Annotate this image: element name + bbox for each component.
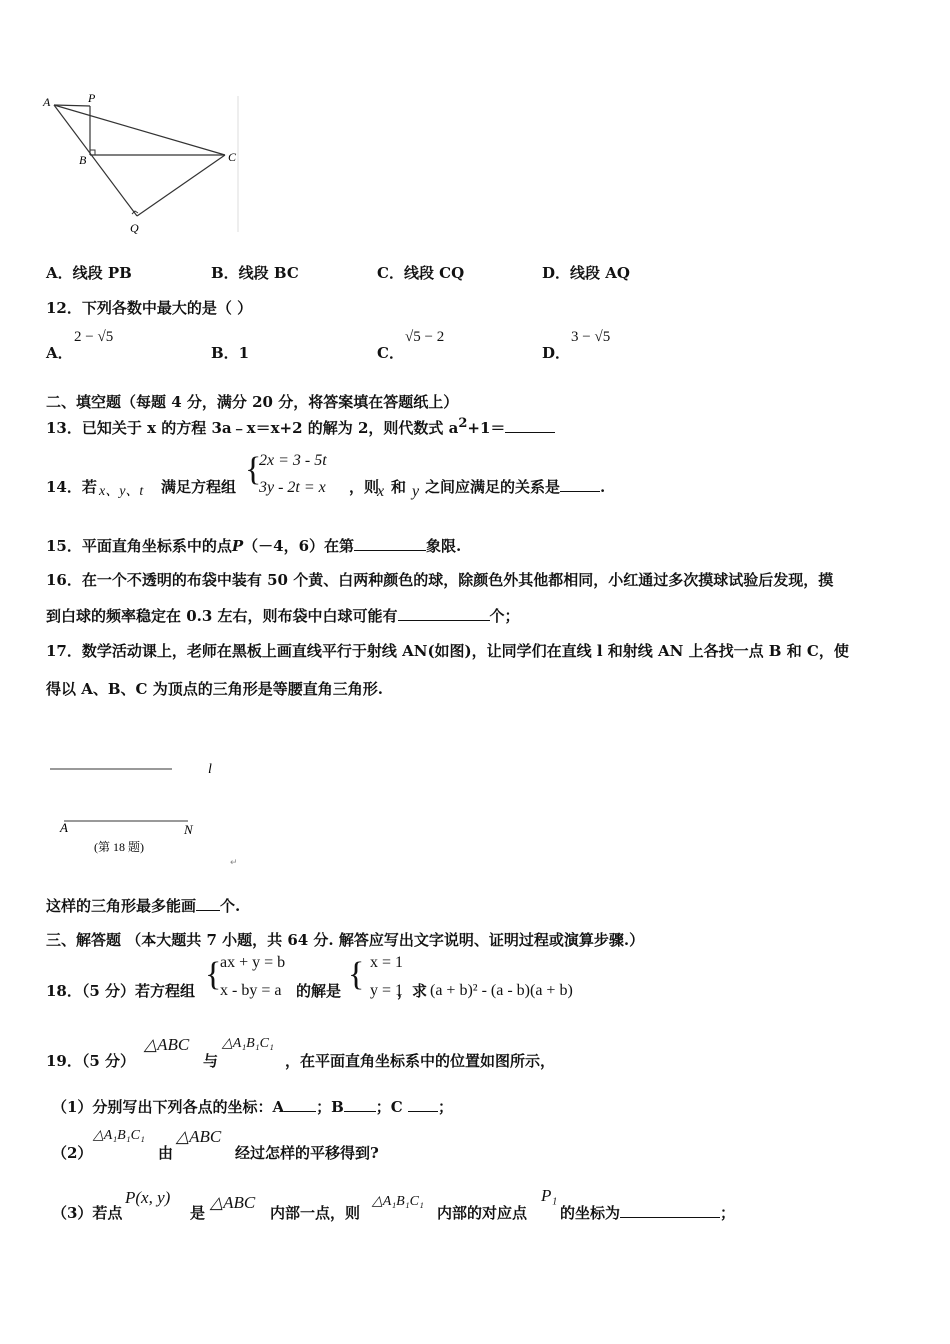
section-3-heading: 三、解答题 （本大题共 7 小题，共 64 分. 解答应写出文字说明、证明过程或演算步骤.） (46, 931, 645, 949)
q19-part3-tail-text: 的坐标为 (560, 1204, 621, 1222)
label-p: P (88, 92, 96, 105)
q19-triangle-abc: △ABC (144, 1035, 190, 1054)
q17-line2: 得以 A、B、C 为顶点的三角形是等腰直角三角形. (46, 680, 383, 698)
q19-part2-from: 由 (158, 1144, 174, 1162)
q16-line1: 16．在一个不透明的布袋中装有 50 个黄、白两种颜色的球，除颜色外其他都相同，小红通过多次摸球试验后发现，摸 (46, 571, 834, 589)
q19-lead: 19．（5 分） (46, 1052, 136, 1070)
q19-part3-lead: （3）若点 (52, 1204, 123, 1222)
q18-eq2: x - by = a (220, 982, 282, 999)
q14-tail: 之间应满足的关系是 . (425, 478, 606, 496)
q14-y: y (412, 483, 420, 500)
label-b: B (79, 153, 87, 167)
q12-option-c-label: C． (377, 344, 404, 362)
q11-option-a: A．线段 PB (46, 264, 132, 282)
q16-answer-blank[interactable] (398, 606, 490, 621)
segment-ap (54, 105, 90, 106)
figure-caption: (第 18 题) (94, 840, 144, 854)
q14-mid: 满足方程组 (161, 478, 237, 496)
q19-part3-answer-blank[interactable] (620, 1203, 720, 1218)
segment-aq (54, 105, 137, 216)
q12-option-c-expr: √5 − 2 (405, 329, 445, 345)
q14-and: 和 (391, 478, 407, 496)
q18-sol1: x = 1 (370, 954, 404, 971)
q11-option-b: B．线段 BC (211, 264, 299, 282)
q19-part3-mid2: 内部的对应点 (437, 1204, 528, 1222)
q12-option-d-label: D． (542, 344, 571, 362)
q19-part3-end: ； (720, 1204, 736, 1222)
q19-triangle-a1b1c1: △A₁B₁C₁ (222, 1036, 274, 1051)
q19-blank-c[interactable] (408, 1097, 438, 1112)
q12-option-a-expr: 2 − √5 (74, 329, 114, 345)
q19-part1-end: ； (437, 1098, 453, 1116)
q16-line2-post: 个； (489, 607, 520, 625)
q12-stem: 12．下列各数中最大的是（ ） (46, 299, 253, 317)
q15-coords: （－4，6）在第 (243, 537, 355, 555)
q18-brace: { (205, 956, 222, 993)
q19-blank-a[interactable] (284, 1097, 316, 1112)
question-13 (46, 416, 555, 438)
q14-answer-blank[interactable] (560, 477, 600, 492)
q19-part2-tail: 经过怎样的平移得到? (235, 1144, 379, 1162)
q19-and: 与 (203, 1052, 219, 1070)
q14-eq1: 2x = 3 - 5t (259, 452, 327, 469)
q19-blank-b[interactable] (344, 1097, 376, 1112)
q19-part3-is: 是 (190, 1204, 206, 1222)
q14-brace: { (245, 451, 262, 488)
q14-eq2: 3y - 2t = x (259, 479, 326, 496)
q19-part3-tail (560, 1202, 735, 1223)
q18-sol2: y = 1 (370, 982, 404, 999)
question-15 (46, 535, 461, 556)
q16-line2-text: 到白球的频率稳定在 0.3 左右，则布袋中白球可能有 (46, 607, 398, 625)
q17-answer-blank[interactable] (196, 896, 220, 911)
label-c: C (228, 150, 237, 164)
q14-vars: x、y、t (99, 484, 144, 499)
q14-tail-text: 之间应满足的关系是 (425, 478, 561, 496)
q19-part3-p1: P₁ (541, 1186, 558, 1205)
figure-q17 (44, 755, 254, 870)
label-q: Q (130, 221, 139, 235)
label-n17: N (184, 822, 193, 837)
q12-option-d-expr: 3 − √5 (571, 329, 611, 345)
q13-text: 13．已知关于 x 的方程 3a﹣x＝x+2 的解为 2，则代数式 a (46, 419, 459, 437)
q19-tail: ，在平面直角坐标系中的位置如图所示， (285, 1052, 556, 1070)
q19-part1-text: （1）分别写出下列各点的坐标：A (52, 1098, 285, 1116)
q15-answer-blank[interactable] (354, 536, 426, 551)
label-a: A (43, 95, 51, 109)
q19-part2-triangle: △A₁B₁C₁ (93, 1128, 145, 1143)
q14-then: ，则 (349, 478, 380, 496)
q19-part1-b: ；B (316, 1098, 344, 1116)
q12-option-b: B．1 (211, 344, 250, 362)
q12-option-a-label: A． (46, 344, 73, 362)
segment-ac (54, 105, 225, 155)
figure-q11 (38, 92, 248, 237)
q15-post: 象限. (426, 537, 462, 555)
paragraph-mark: ↵ (230, 857, 238, 867)
q19-part3-mid: 内部一点，则 (270, 1204, 361, 1222)
q13-superscript: 2 (458, 416, 468, 431)
q19-part3-triangle-abc: △ABC (210, 1193, 256, 1212)
q19-part2-lead: （2） (52, 1144, 93, 1162)
q17-after-pre: 这样的三角形最多能画 (46, 897, 197, 915)
label-l: l (208, 762, 212, 777)
q18-lead: 18．（5 分）若方程组 (46, 982, 196, 1000)
q19-part1-c: ；C (375, 1098, 403, 1116)
q17-after-post: 个. (220, 897, 241, 915)
q14-x: x (377, 483, 385, 500)
q17-after (46, 895, 240, 916)
q18-ask: ，求 (397, 982, 428, 1000)
q16-line2 (46, 605, 520, 626)
q18-mid: 的解是 (296, 982, 342, 1000)
q19-part2-triangle-abc: △ABC (176, 1127, 222, 1146)
q15-point: P (231, 537, 244, 555)
q14-lead: 14．若 (46, 478, 97, 496)
q18-brace-solution: { (348, 956, 365, 993)
q11-option-d: D．线段 AQ (542, 264, 630, 282)
segment-qc (137, 155, 225, 216)
q19-part1 (52, 1096, 453, 1117)
label-a17: A (60, 820, 68, 835)
section-2-heading: 二、填空题（每题 4 分，满分 20 分，将答案填在答题纸上） (46, 393, 459, 411)
q13-answer-blank[interactable] (505, 418, 555, 433)
q17-line1: 17．数学活动课上，老师在黑板上画直线平行于射线 AN(如图)，让同学们在直线 l 和射线 AN 上各找一点 B 和 C，使 (46, 642, 849, 660)
q19-part3-triangle-a1b1c1: △A₁B₁C₁ (372, 1194, 424, 1209)
q18-expression: (a + b)² - (a - b)(a + b) (430, 982, 573, 999)
q11-option-c: C．线段 CQ (377, 264, 465, 282)
q18-eq1: ax + y = b (220, 954, 286, 971)
q19-part3-point: P(x, y) (125, 1188, 171, 1207)
q15-pre: 15．平面直角坐标系中的点 (46, 537, 232, 555)
q13-text-post: +1＝ (467, 419, 506, 437)
